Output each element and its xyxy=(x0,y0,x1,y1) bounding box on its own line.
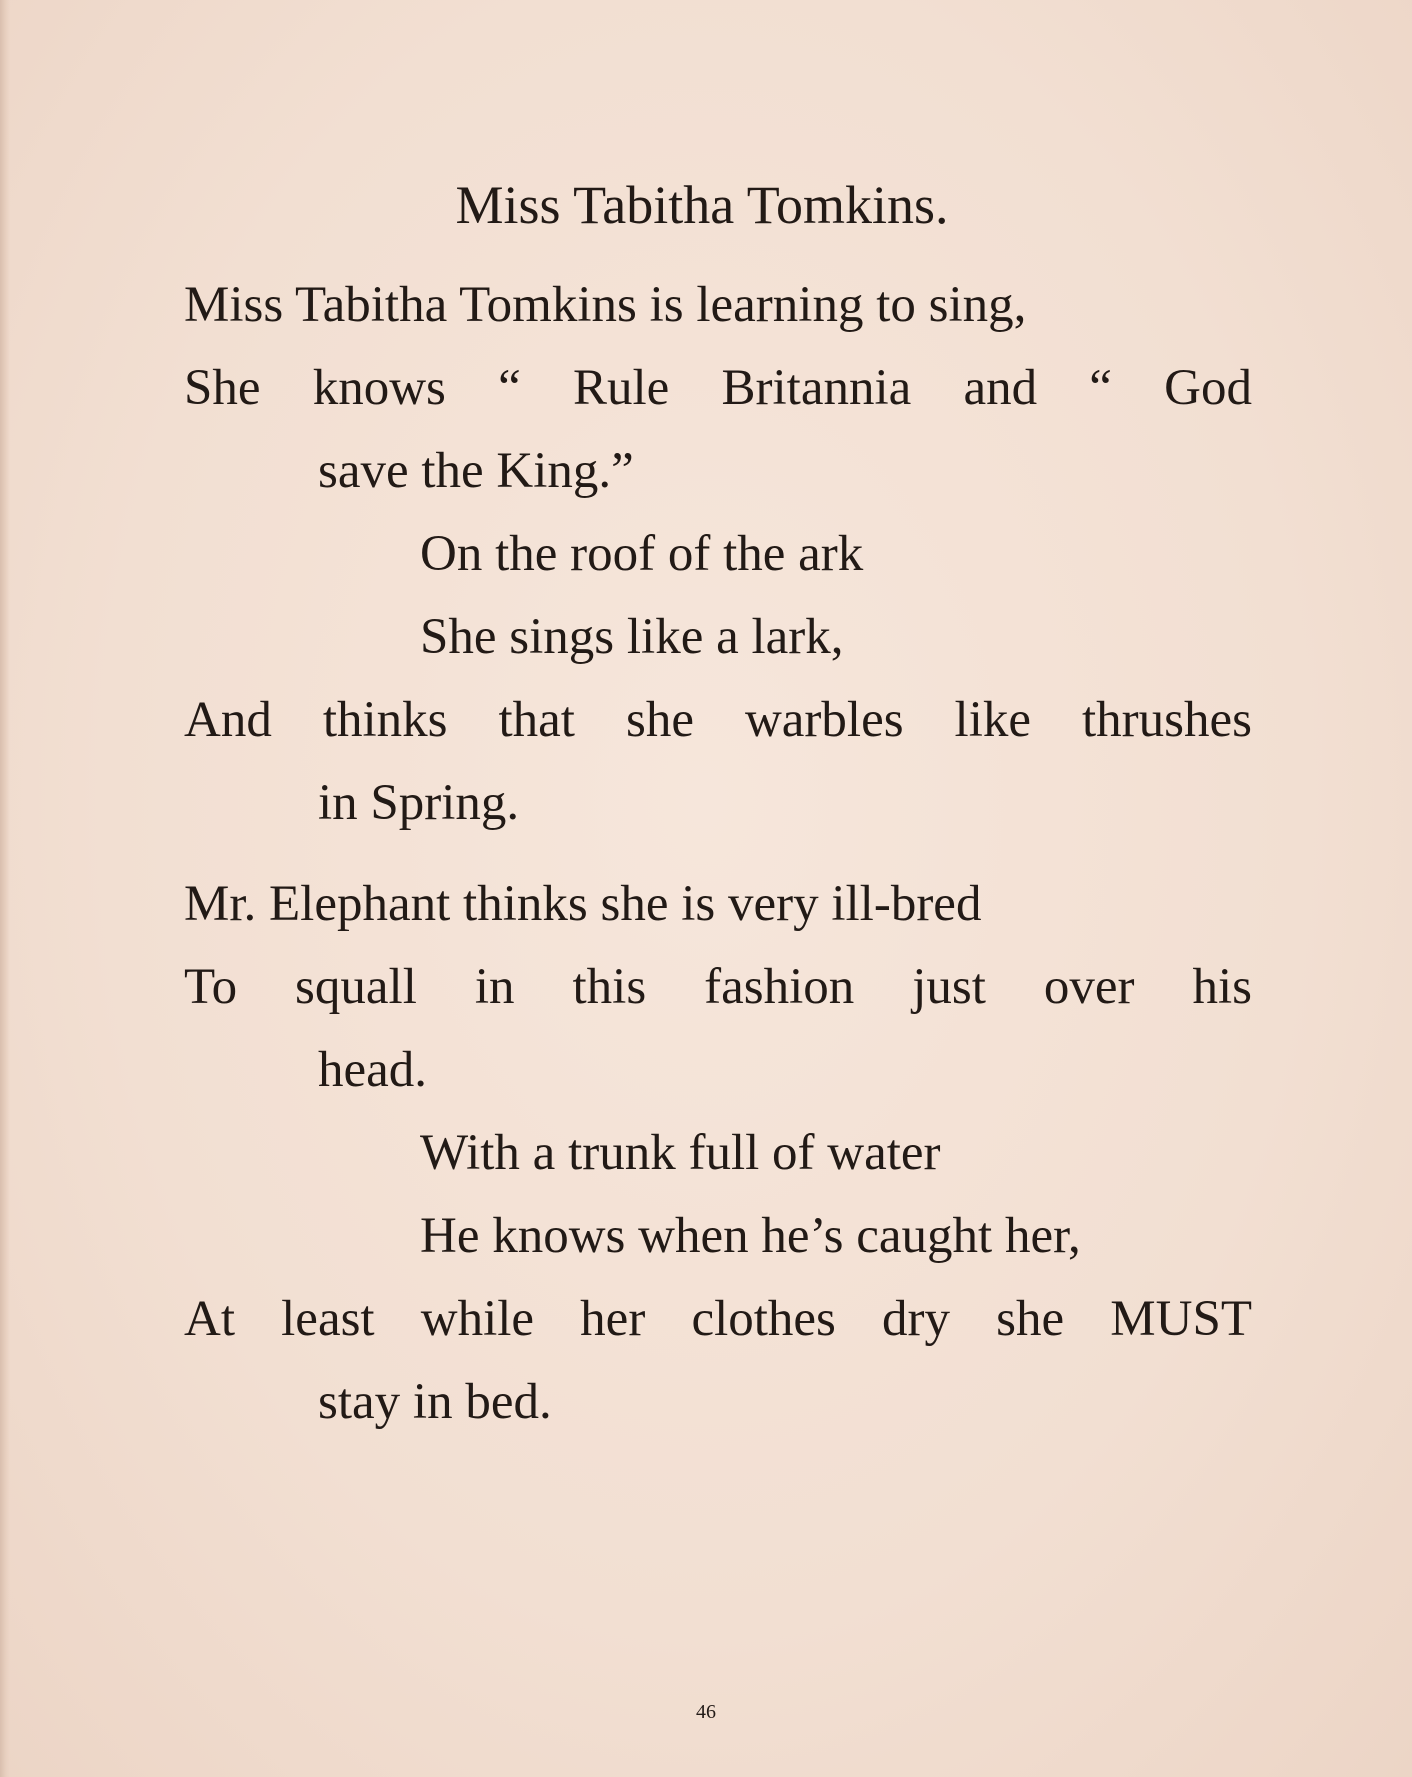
stanza2-line1: Mr. Elephant thinks she is very ill-bred xyxy=(184,876,982,932)
poem-title xyxy=(0,170,1412,240)
stanza1-line2: She knows “ Rule Britannia and “ God xyxy=(184,360,1252,416)
stanza2-line2: To squall in this fashion just over his xyxy=(184,959,1252,1015)
stanza1-line3: save the King.” xyxy=(318,443,634,499)
stanza2-line4: With a trunk full of water xyxy=(420,1125,941,1181)
stanza2-line6: At least while her clothes dry she MUST xyxy=(184,1291,1252,1347)
stanza2-line5: He knows when he’s caught her, xyxy=(420,1208,1081,1264)
stanza1-line1: Miss Tabitha Tomkins is learning to sing, xyxy=(184,277,1027,333)
stanza2-line7: stay in bed. xyxy=(318,1374,552,1430)
page-edge xyxy=(0,0,10,1777)
page-number: 46 xyxy=(696,1701,716,1723)
stanza1-line5: She sings like a lark, xyxy=(420,609,844,665)
poem-title-text: Miss Tabitha Tomkins. xyxy=(455,175,949,235)
stanza1-line6: And thinks that she warbles like thrushes xyxy=(184,692,1252,748)
stanza1-line4: On the roof of the ark xyxy=(420,526,864,582)
stanza1-line7: in Spring. xyxy=(318,775,520,831)
stanza2-line3: head. xyxy=(318,1042,428,1098)
